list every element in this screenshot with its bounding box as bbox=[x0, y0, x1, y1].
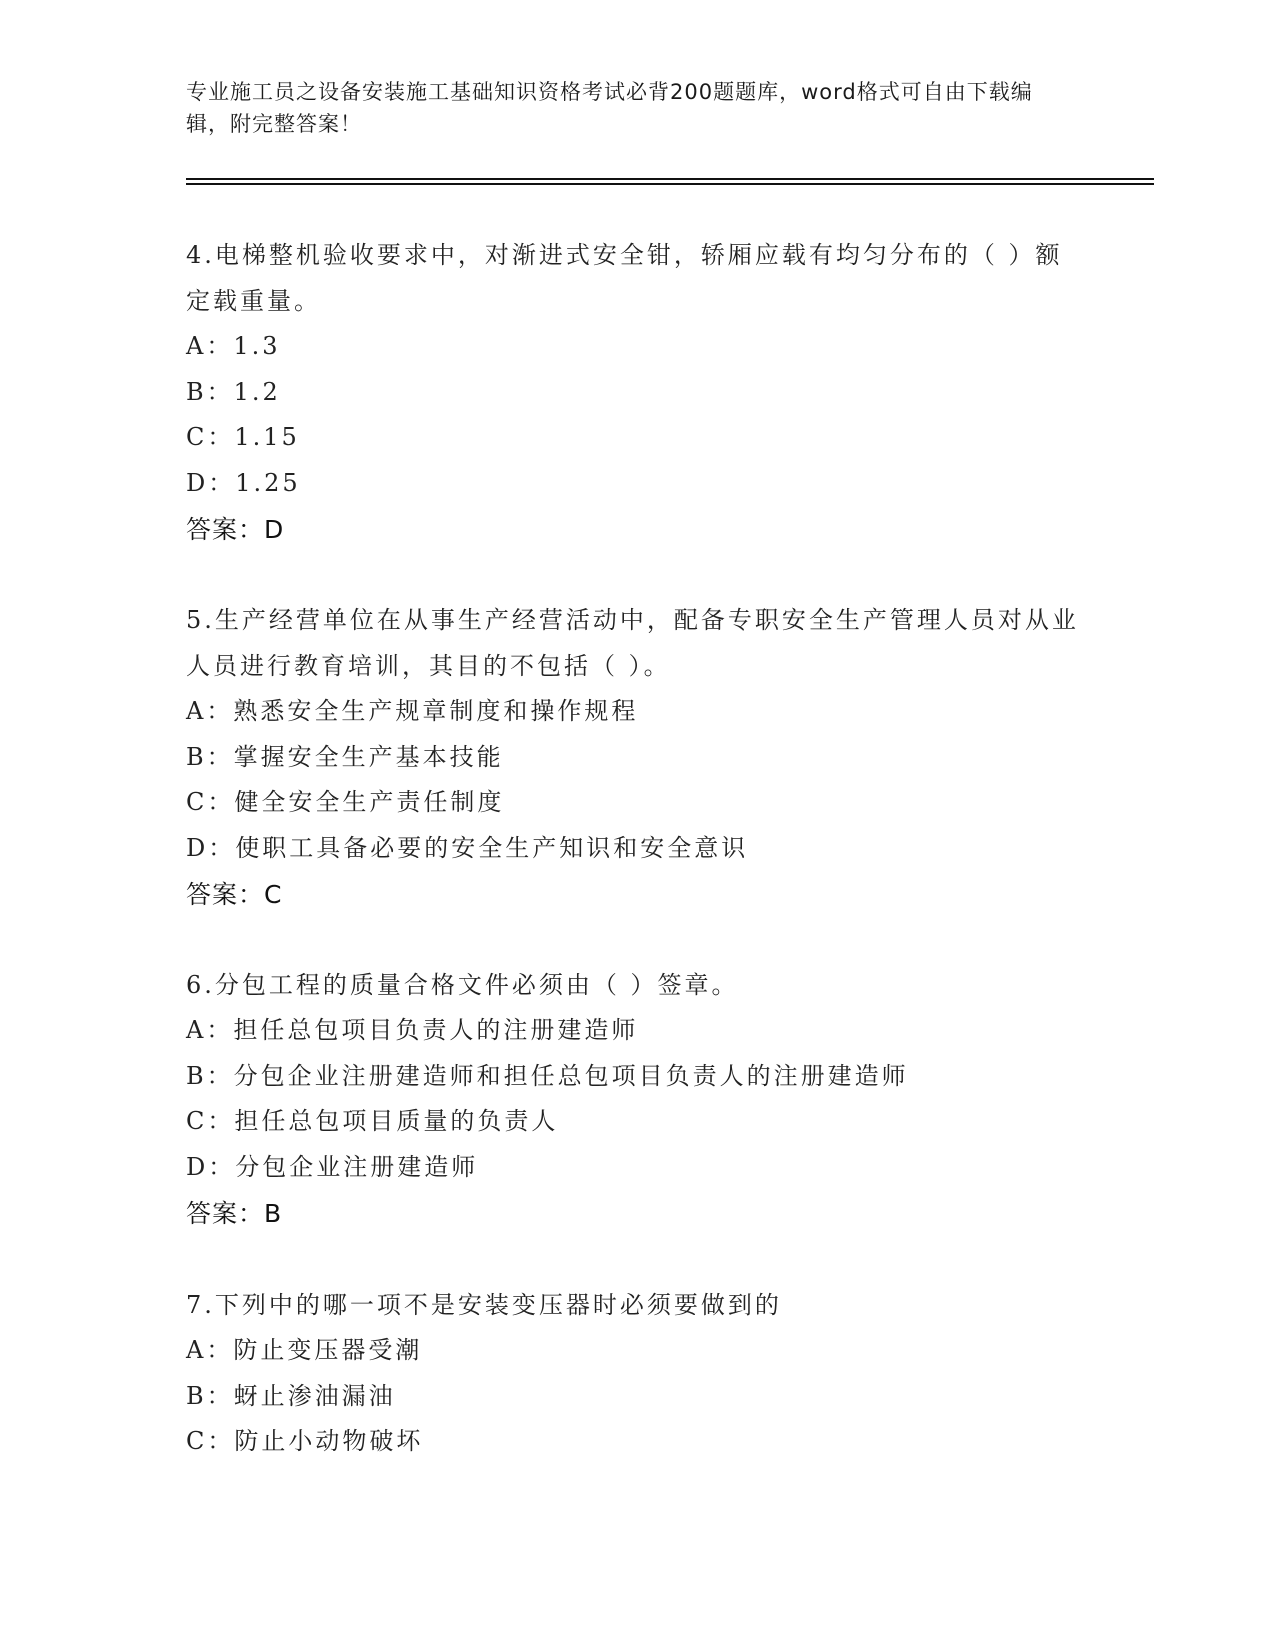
option-a: A：熟悉安全生产规章制度和操作规程 bbox=[186, 697, 639, 725]
document-header: 专业施工员之设备安装施工基础知识资格考试必背200题题库，word格式可自由下载编辑，附完整答案！ bbox=[186, 80, 1033, 136]
answer: 答案：B bbox=[186, 1199, 283, 1228]
question-stem: 4.电梯整机验收要求中，对渐进式安全钳，轿厢应载有均匀分布的（ ）额定载重量。 bbox=[186, 241, 1063, 315]
option-a: A：1.3 bbox=[186, 332, 281, 360]
header-divider-top bbox=[186, 178, 1154, 180]
option-c: C：担任总包项目质量的负责人 bbox=[186, 1107, 559, 1135]
question-6 bbox=[186, 962, 1086, 1238]
question-4 bbox=[186, 232, 1086, 554]
option-b: B：1.2 bbox=[186, 377, 281, 406]
option-b: B：分包企业注册建造师和担任总包项目负责人的注册建造师 bbox=[186, 1061, 909, 1090]
option-a: A：防止变压器受潮 bbox=[186, 1336, 423, 1364]
header-divider-bottom bbox=[186, 183, 1154, 185]
answer: 答案：C bbox=[186, 880, 283, 909]
question-stem: 5.生产经营单位在从事生产经营活动中，配备专职安全生产管理人员对从业人员进行教育培训，其目的不包括（ ）。 bbox=[186, 606, 1079, 680]
option-a: A：担任总包项目负责人的注册建造师 bbox=[186, 1016, 639, 1044]
option-d: D：使职工具备必要的安全生产知识和安全意识 bbox=[186, 833, 749, 862]
question-stem: 7.下列中的哪一项不是安装变压器时必须要做到的 bbox=[186, 1291, 782, 1319]
option-b: B：掌握安全生产基本技能 bbox=[186, 742, 504, 771]
question-7 bbox=[186, 1282, 1086, 1465]
option-b: B：蚜止渗油漏油 bbox=[186, 1381, 396, 1410]
question-stem: 6.分包工程的质量合格文件必须由（ ）签章。 bbox=[186, 971, 739, 999]
option-d: D：1.25 bbox=[186, 468, 301, 497]
option-c: C：防止小动物破坏 bbox=[186, 1427, 424, 1455]
answer: 答案：D bbox=[186, 515, 285, 544]
question-5 bbox=[186, 597, 1086, 919]
option-c: C：健全安全生产责任制度 bbox=[186, 788, 505, 816]
option-d: D：分包企业注册建造师 bbox=[186, 1152, 479, 1181]
option-c: C：1.15 bbox=[186, 423, 300, 451]
